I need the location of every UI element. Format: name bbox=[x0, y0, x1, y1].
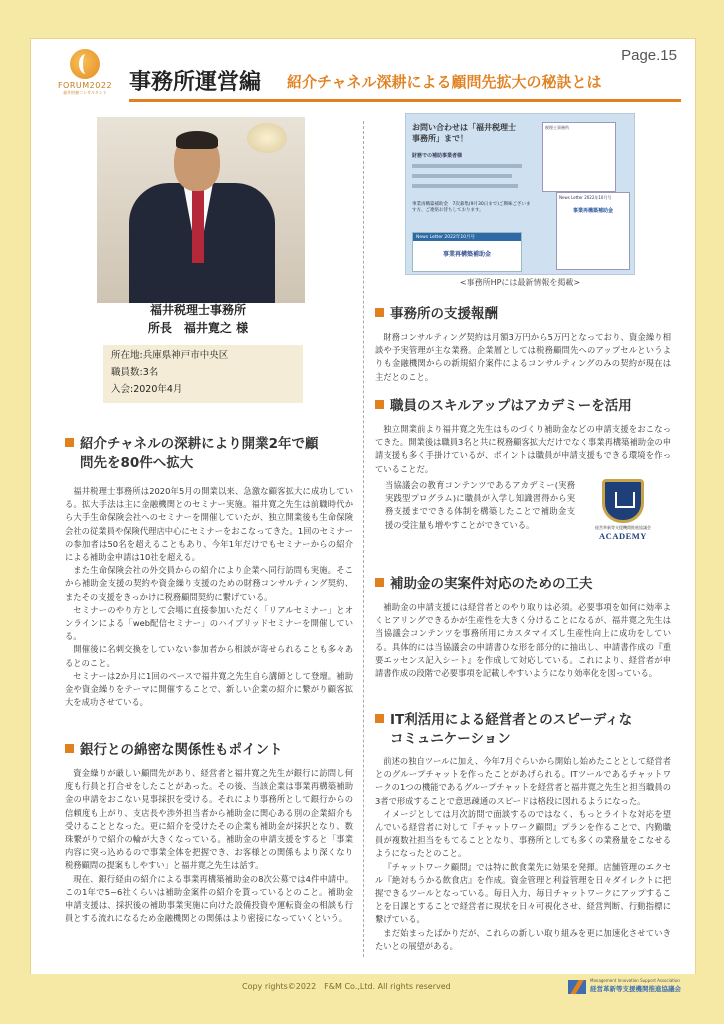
bullet-square-icon bbox=[375, 400, 384, 409]
bullet-square-icon bbox=[375, 308, 384, 317]
profile-joined: 入会:2020年4月 bbox=[111, 384, 183, 395]
section-heading-referral bbox=[65, 435, 355, 473]
shot-document bbox=[556, 192, 630, 270]
footer bbox=[0, 974, 724, 1024]
shot-document-text: News Letter 2022年10月号 bbox=[559, 195, 612, 200]
shot-newsletter-title: News Letter 2022年10月号 bbox=[413, 233, 521, 241]
paragraph: セミナーは2か月に1回のペースで福井寛之先生自ら講師として登壇。補助金や資金繰りをテーマに開催することで、新しい企業の紹介に繋がり顧客拡大を成功させている。 bbox=[65, 670, 353, 708]
paragraph: 当協議会の教育コンテンツであるアカデミー(実務実践型プログラム)に職員が入学し知識習得から実務支援までできる体制を構築したことで補助金支援の受注量も増やすことができている。 bbox=[385, 480, 575, 530]
profile-name bbox=[123, 301, 273, 337]
paragraph: 現在、銀行経由の紹介による事業再構築補助金の8次公募では4件申請中。この1年で5~6社くらいは補助金案件の紹介を貰っているとのこと。補助金申請支援は、採択後の補助事業実施に向けた設備投資や運転資金の相談も行員とする流れになるため金融機関との関係はより密接になっていくという。 bbox=[65, 873, 353, 924]
logo-subtext: 福井財務コンサルタント bbox=[63, 90, 107, 95]
section-body-it bbox=[375, 755, 671, 953]
shot-subheading: 財務での補助事業者様 bbox=[412, 153, 463, 159]
section-heading-text: 銀行との綿密な関係性もポイント bbox=[80, 742, 283, 758]
website-screenshot bbox=[405, 113, 635, 275]
shot-newsletter-body: 事業再構築補助金 bbox=[442, 251, 491, 258]
academy-shield-icon bbox=[602, 479, 644, 523]
academy-subtext: 経営革新等支援機関推進協議会 bbox=[595, 525, 651, 530]
page bbox=[30, 38, 696, 994]
chandelier bbox=[247, 123, 287, 153]
bullet-square-icon bbox=[375, 714, 384, 723]
column-divider bbox=[363, 121, 364, 957]
section-heading-line: IT利活用による経営者とのスピーディな bbox=[390, 712, 633, 728]
profile-infobox bbox=[103, 345, 303, 403]
section-body-academy bbox=[375, 423, 671, 476]
section-body-bank bbox=[65, 767, 353, 925]
section-heading-fee bbox=[375, 305, 675, 324]
image-caption: <事務所HPには最新情報を掲載> bbox=[459, 278, 581, 287]
section-heading-line: 紹介チャネルの深耕により開業2年で顧 bbox=[80, 436, 319, 452]
paragraph: 前述の独自ツールに加え、今年7月ぐらいから開始し始めたこととして経営者とのグループチャットを作ったことがあげられる。ITツールであるチャットワークの1つの機能であるグループチャットを経営者と福井寛之先生と担当職員の3者で形成することで意思疎通のスピードは格段に図れるようになった。 bbox=[375, 756, 672, 806]
section-body-fee bbox=[375, 331, 671, 384]
portrait-photo bbox=[97, 117, 305, 303]
shot-newsletter bbox=[412, 232, 522, 272]
page-number: Page.15 bbox=[621, 47, 677, 64]
paragraph: セミナーのやり方として会場に直接参加いただく「リアルセミナー」とオンラインによる「web配信セミナー」のハイブリッドセミナーを開催している。 bbox=[65, 604, 353, 642]
forum-logo bbox=[49, 49, 121, 105]
paragraph: 独立開業前より福井寛之先生はものづくり補助金などの申請支援をおこなってきた。開業後は職員3名と共に税務顧客拡大だけでなく事業再構築補助金の申請支援も多く手掛けているが、ポイントは職員が申請支援もできる環境を作っていることだ。 bbox=[375, 424, 671, 474]
profile-location: 所在地:兵庫県神戸市中央区 bbox=[111, 350, 229, 361]
section-heading-workflow bbox=[375, 575, 675, 594]
profile-staff: 職員数:3名 bbox=[111, 367, 159, 378]
paragraph: 財務コンサルティング契約は月額3万円から5万円となっており、資金繰り相談や予実管理が主な業務。企業層としては税務顧問先へのアップセルというよりも金融機関からの新規紹介案件によるコンサルティングのみの契約が現在は主だとのこと。 bbox=[375, 332, 671, 382]
page-subtitle: 紹介チャネル深耕による顧問先拡大の秘訣とは bbox=[287, 73, 602, 91]
shot-text-row bbox=[412, 164, 522, 168]
section-heading-it bbox=[375, 711, 675, 749]
company-name: 福井税理士事務所 bbox=[149, 303, 246, 317]
shot-document-text: 税理士事務所 bbox=[545, 125, 569, 130]
person-name: 所長 福井寛之 様 bbox=[147, 321, 249, 335]
organization-logo-icon bbox=[568, 980, 586, 994]
academy-logo bbox=[583, 479, 663, 551]
section-body-referral bbox=[65, 485, 353, 709]
paragraph: また生命保険会社の外交員からの紹介により企業へ同行訪問も実施。そこから補助金支援の契約や資金繰り支援のための財務コンサルティング契約、またその支援をきっかけに税務顧問契約に繋げている。 bbox=[65, 565, 353, 602]
paragraph: 『チャットワーク顧問』では特に飲食業先に効果を発揮。店舗管理のエクセル『絶対もうかる飲食店』を作成。資金管理と利益管理を日々ダイレクトに把握できるツールとなっている。毎日入力、毎日チャットワークにアップすることを日課とすることで経営者に現状を日々可視化させ、経営判断、行動指標に繋げている。 bbox=[375, 861, 671, 925]
bullet-square-icon bbox=[65, 744, 74, 753]
forum-logo-icon bbox=[70, 49, 100, 79]
title-rule bbox=[129, 99, 681, 102]
paragraph: まだ始まったばかりだが、これらの新しい取り組みを更に加速化させていきたいとの展望がある。 bbox=[375, 927, 671, 951]
section-heading-line: 問先を80件へ拡大 bbox=[80, 455, 194, 471]
section-body-workflow bbox=[375, 601, 671, 680]
paragraph: 福井税理士事務所は2020年5月の開業以来、急激な顧客拡大に成功している。拡大手法は主に金融機関とのセミナー実施。福井寛之先生は前職時代から大手生命保険会社へのセミナーを開催していたが、独立開業後も生命保険会社の従業員や保険代理店中心にセミナーをおこなってきた。1回のセミナーの参加者は50名を超えることもあり、今年1年だけでもセミナーからの紹介による補助金申請は10社を超える。 bbox=[65, 486, 353, 563]
organization-name: 経営革新等支援機関推進協議会 bbox=[590, 985, 681, 993]
bullet-square-icon bbox=[65, 438, 74, 447]
page-title: 事務所運営編 bbox=[129, 70, 262, 95]
shot-document bbox=[542, 122, 616, 192]
section-heading-line: コミュニケーション bbox=[390, 731, 511, 747]
section-heading-academy bbox=[375, 397, 675, 416]
paragraph: イメージとしては月次訪問で面談するのではなく、もっとライトな対応を望んでいる経営者に対して『チャットワーク顧問』プランを作ることで、内勤職員が複数社担当をもてることとなり、事務所としても多くの業務量をこなせるようになったとのこと。 bbox=[375, 808, 671, 859]
portrait-hair bbox=[176, 131, 218, 149]
shot-document-title: 事業再構築補助金 bbox=[572, 208, 613, 214]
bullet-square-icon bbox=[375, 578, 384, 587]
shot-heading: お問い合わせは「福井税理士事務所」まで！ bbox=[412, 123, 516, 143]
shot-text-row bbox=[412, 184, 518, 188]
section-body-academy-2 bbox=[385, 479, 575, 532]
paragraph: 開催後に名刺交換をしていない参加者から相談が寄せられることも多々あるとのこと。 bbox=[65, 644, 353, 668]
section-heading-text: 職員のスキルアップはアカデミーを活用 bbox=[390, 398, 632, 414]
copyright: Copy rights©2022 F&M Co.,Ltd. All rights reserved bbox=[242, 982, 451, 991]
paragraph: 資金繰りが厳しい顧問先があり、経営者と福井寛之先生が銀行に訪問し何度も行員と打合せをしたことがあった。その後、当該企業は事業再構築補助金の申請をおこない見事採択を受ける。それにより事務所として銀行からの信頼度も上がり、支店長や渉外担当者から補助金に関心ある別の企業紹介も受けることとなった。更に紹介を受けたその企業も補助金が採択となり、数珠繋がりで紹介の輪が大きくなっている。補助金の申請支援をすると「事業内容に突っ込めるので事業全体を把握でき、お客様との関係もより深くなり税務顧問の提案もしやすい」と福井寛之先生は話す。 bbox=[65, 768, 353, 871]
section-heading-text: 補助金の実案件対応のための工夫 bbox=[390, 576, 593, 592]
shot-text-row bbox=[412, 174, 512, 178]
logo-text: FORUM2022 bbox=[57, 81, 113, 90]
section-heading-text: 事務所の支援報酬 bbox=[390, 306, 498, 322]
organization-subtext: Management Innovation Support Association bbox=[590, 978, 680, 983]
portrait-tie bbox=[192, 189, 204, 263]
section-heading-bank bbox=[65, 741, 355, 760]
shot-note: 事業再構築補助金 7次募集(9月30日まで)ご興味ございます方、ご連絡お待ちしております。 bbox=[412, 202, 531, 213]
academy-name: ACADEMY bbox=[599, 531, 647, 541]
paragraph: 補助金の申請支援には経営者とのやり取りは必須。必要事項を如何に効率よくヒアリングできるかが生産性を大きく分けることになるが、福井寛之先生は当協議会コンテンツを事務所用にカスタマイズし生産性向上に成功をしている。具体的には当協議会の申請書ひな形を部分的に抽出し、申請書作成の『重要エッセンス記入シート』を作成して対応している。これにより、経営者が申請書作成の段階で必要事項を記載しやすいようになり効率化を図っている。 bbox=[375, 602, 671, 679]
